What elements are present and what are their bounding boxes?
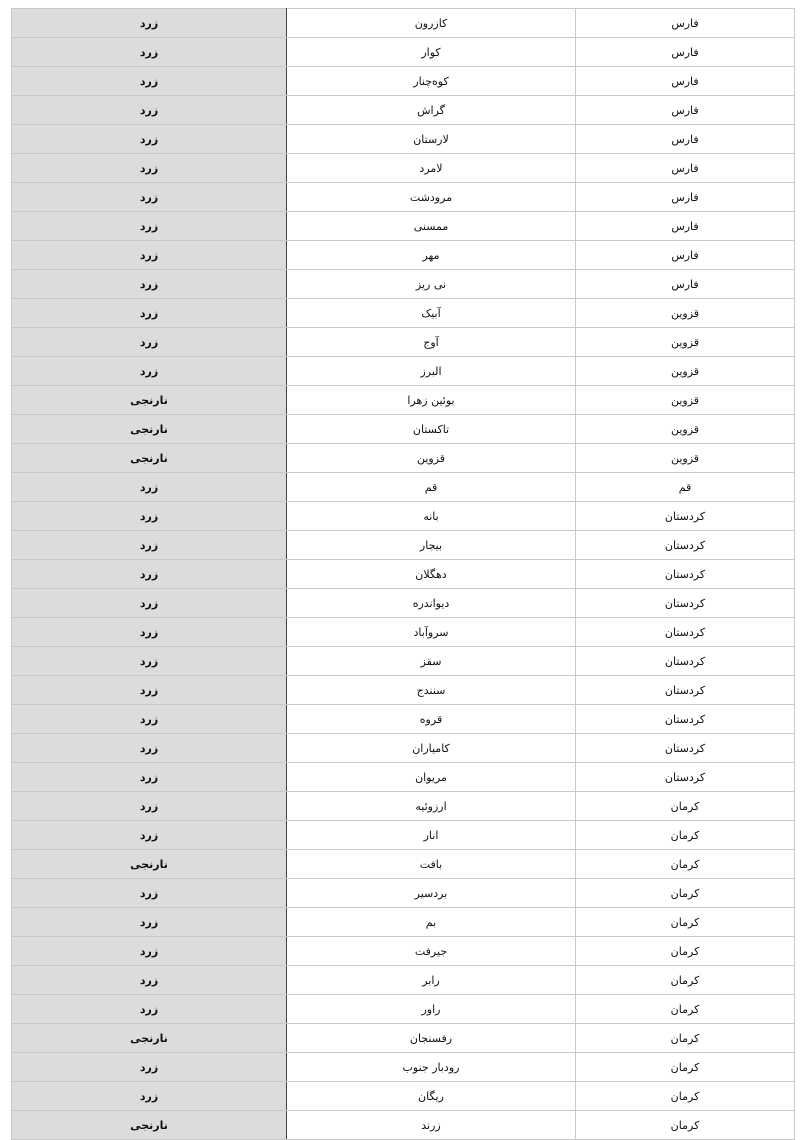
county-cell: رابر xyxy=(287,966,576,995)
county-cell: راور xyxy=(287,995,576,1024)
province-cell: کردستان xyxy=(576,531,795,560)
status-cell: زرد xyxy=(12,763,287,792)
county-cell: بردسیر xyxy=(287,879,576,908)
province-cell: کردستان xyxy=(576,589,795,618)
county-cell: بم xyxy=(287,908,576,937)
province-cell: فارس xyxy=(576,154,795,183)
province-cell: کردستان xyxy=(576,676,795,705)
table-row xyxy=(12,937,795,966)
status-cell: نارنجی xyxy=(12,386,287,415)
table-row xyxy=(12,125,795,154)
table-row xyxy=(12,328,795,357)
county-cell: لارستان xyxy=(287,125,576,154)
county-cell: بیجار xyxy=(287,531,576,560)
table-row xyxy=(12,589,795,618)
province-cell: فارس xyxy=(576,183,795,212)
status-cell: نارنجی xyxy=(12,850,287,879)
province-cell: قزوین xyxy=(576,386,795,415)
status-cell: زرد xyxy=(12,183,287,212)
county-cell: لامرد xyxy=(287,154,576,183)
status-cell: زرد xyxy=(12,270,287,299)
table-row xyxy=(12,1111,795,1140)
county-cell: کامیاران xyxy=(287,734,576,763)
status-cell: زرد xyxy=(12,821,287,850)
table-body xyxy=(12,9,795,1140)
province-cell: کرمان xyxy=(576,821,795,850)
province-cell: کردستان xyxy=(576,560,795,589)
table-row xyxy=(12,444,795,473)
province-cell: قزوین xyxy=(576,299,795,328)
county-cell: رودبار جنوب xyxy=(287,1053,576,1082)
status-cell: زرد xyxy=(12,502,287,531)
table-row xyxy=(12,647,795,676)
status-cell: زرد xyxy=(12,937,287,966)
status-cell: زرد xyxy=(12,995,287,1024)
table-row xyxy=(12,386,795,415)
status-cell: زرد xyxy=(12,212,287,241)
county-cell: قم xyxy=(287,473,576,502)
status-cell: نارنجی xyxy=(12,1024,287,1053)
table-row xyxy=(12,357,795,386)
table-row xyxy=(12,473,795,502)
status-cell: زرد xyxy=(12,154,287,183)
table-row xyxy=(12,212,795,241)
status-cell: زرد xyxy=(12,299,287,328)
table-row xyxy=(12,270,795,299)
province-cell: کرمان xyxy=(576,966,795,995)
county-cell: تاکستان xyxy=(287,415,576,444)
table-row xyxy=(12,1053,795,1082)
province-cell: کردستان xyxy=(576,502,795,531)
status-cell: زرد xyxy=(12,792,287,821)
county-cell: بافت xyxy=(287,850,576,879)
status-cell: زرد xyxy=(12,1082,287,1111)
province-cell: قزوین xyxy=(576,328,795,357)
county-cell: جیرفت xyxy=(287,937,576,966)
county-cell: مریوان xyxy=(287,763,576,792)
status-cell: زرد xyxy=(12,705,287,734)
table-row xyxy=(12,850,795,879)
table-row xyxy=(12,9,795,38)
table-row xyxy=(12,792,795,821)
table-row xyxy=(12,38,795,67)
county-cell: آوج xyxy=(287,328,576,357)
table-row xyxy=(12,502,795,531)
province-cell: فارس xyxy=(576,67,795,96)
county-cell: دیواندره xyxy=(287,589,576,618)
status-cell: زرد xyxy=(12,879,287,908)
table-row xyxy=(12,96,795,125)
province-cell: قزوین xyxy=(576,415,795,444)
table-row xyxy=(12,560,795,589)
province-cell: کرمان xyxy=(576,937,795,966)
county-cell: کازرون xyxy=(287,9,576,38)
table-row xyxy=(12,705,795,734)
province-cell: فارس xyxy=(576,125,795,154)
status-cell: نارنجی xyxy=(12,415,287,444)
table-row xyxy=(12,241,795,270)
province-cell: کرمان xyxy=(576,879,795,908)
status-cell: زرد xyxy=(12,328,287,357)
status-cell: زرد xyxy=(12,96,287,125)
table-row xyxy=(12,1024,795,1053)
status-cell: زرد xyxy=(12,125,287,154)
province-cell: کردستان xyxy=(576,763,795,792)
status-cell: نارنجی xyxy=(12,444,287,473)
county-cell: زرند xyxy=(287,1111,576,1140)
county-cell: البرز xyxy=(287,357,576,386)
table-row xyxy=(12,67,795,96)
status-cell: زرد xyxy=(12,618,287,647)
county-status-table xyxy=(11,8,795,1140)
county-cell: کوه‌چنار xyxy=(287,67,576,96)
county-cell: قزوین xyxy=(287,444,576,473)
province-cell: کرمان xyxy=(576,792,795,821)
table-row xyxy=(12,415,795,444)
county-cell: ممسنی xyxy=(287,212,576,241)
province-cell: کرمان xyxy=(576,1082,795,1111)
county-cell: بوئین زهرا xyxy=(287,386,576,415)
county-cell: بانه xyxy=(287,502,576,531)
county-cell: ارزوئیه xyxy=(287,792,576,821)
province-cell: فارس xyxy=(576,96,795,125)
county-status-table-container xyxy=(11,8,793,1140)
province-cell: کردستان xyxy=(576,705,795,734)
province-cell: قم xyxy=(576,473,795,502)
province-cell: کردستان xyxy=(576,734,795,763)
county-cell: دهگلان xyxy=(287,560,576,589)
province-cell: کردستان xyxy=(576,618,795,647)
status-cell: زرد xyxy=(12,734,287,763)
province-cell: قزوین xyxy=(576,357,795,386)
county-cell: سروآباد xyxy=(287,618,576,647)
status-cell: زرد xyxy=(12,589,287,618)
status-cell: زرد xyxy=(12,531,287,560)
county-cell: مرودشت xyxy=(287,183,576,212)
table-row xyxy=(12,763,795,792)
status-cell: زرد xyxy=(12,38,287,67)
table-row xyxy=(12,821,795,850)
province-cell: فارس xyxy=(576,9,795,38)
county-cell: نی ریز xyxy=(287,270,576,299)
county-cell: گراش xyxy=(287,96,576,125)
county-cell: مهر xyxy=(287,241,576,270)
table-row xyxy=(12,734,795,763)
table-row xyxy=(12,908,795,937)
province-cell: کرمان xyxy=(576,850,795,879)
province-cell: کرمان xyxy=(576,1053,795,1082)
status-cell: زرد xyxy=(12,966,287,995)
province-cell: فارس xyxy=(576,212,795,241)
province-cell: کرمان xyxy=(576,1024,795,1053)
status-cell: زرد xyxy=(12,241,287,270)
table-row xyxy=(12,154,795,183)
status-cell: زرد xyxy=(12,676,287,705)
status-cell: زرد xyxy=(12,67,287,96)
table-row xyxy=(12,299,795,328)
status-cell: زرد xyxy=(12,1053,287,1082)
table-row xyxy=(12,995,795,1024)
status-cell: زرد xyxy=(12,473,287,502)
county-cell: قروه xyxy=(287,705,576,734)
table-row xyxy=(12,1082,795,1111)
table-row xyxy=(12,618,795,647)
county-cell: سقز xyxy=(287,647,576,676)
county-cell: آبیک xyxy=(287,299,576,328)
province-cell: کرمان xyxy=(576,908,795,937)
table-row xyxy=(12,966,795,995)
table-row xyxy=(12,676,795,705)
province-cell: فارس xyxy=(576,38,795,67)
province-cell: فارس xyxy=(576,241,795,270)
county-cell: رفسنجان xyxy=(287,1024,576,1053)
status-cell: زرد xyxy=(12,9,287,38)
county-cell: ریگان xyxy=(287,1082,576,1111)
status-cell: زرد xyxy=(12,560,287,589)
province-cell: کرمان xyxy=(576,1111,795,1140)
status-cell: زرد xyxy=(12,908,287,937)
table-row xyxy=(12,183,795,212)
status-cell: زرد xyxy=(12,357,287,386)
province-cell: قزوین xyxy=(576,444,795,473)
county-cell: کوار xyxy=(287,38,576,67)
province-cell: کردستان xyxy=(576,647,795,676)
province-cell: کرمان xyxy=(576,995,795,1024)
table-row xyxy=(12,531,795,560)
county-cell: انار xyxy=(287,821,576,850)
status-cell: نارنجی xyxy=(12,1111,287,1140)
table-row xyxy=(12,879,795,908)
status-cell: زرد xyxy=(12,647,287,676)
province-cell: فارس xyxy=(576,270,795,299)
county-cell: سنندج xyxy=(287,676,576,705)
